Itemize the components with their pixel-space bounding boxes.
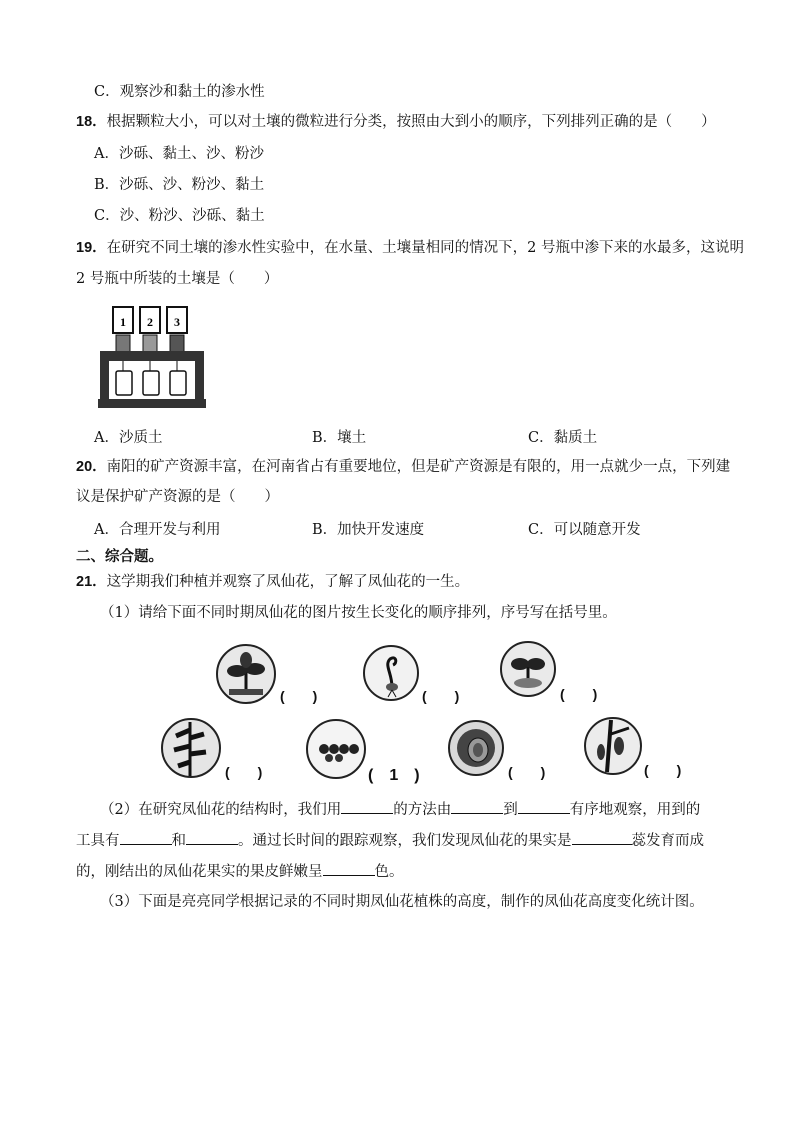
q21-part3: （3）下面是亮亮同学根据记录的不同时期凤仙花植株的高度，制作的凤仙花高度变化统计图。 — [100, 894, 704, 910]
text: 。通过长时间的跟踪观察，我们发现凤仙花的果实是 — [238, 833, 572, 849]
text: 到 — [503, 802, 518, 818]
q19-option-a: A．沙质土 — [94, 430, 163, 446]
text: 的，刚结出的凤仙花果实的果皮鲜嫩呈 — [76, 864, 323, 880]
q19-question-cont: 2 号瓶中所装的土壤是（ ） — [76, 271, 279, 287]
q18-option-c: C．沙、粉沙、沙砾、黏土 — [94, 208, 265, 224]
q18-option-a: A．沙砾、黏土、沙、粉沙 — [94, 146, 264, 162]
q20-option-a: A．合理开发与利用 — [94, 522, 221, 538]
text: 工具有 — [76, 833, 120, 849]
q19-question — [76, 238, 744, 258]
fill-blank[interactable] — [341, 799, 393, 814]
section-title: 二、综合题。 — [76, 548, 163, 565]
text: 有序地观察，用到的 — [569, 802, 701, 818]
flowering-plant-icon — [215, 643, 277, 705]
stage-answer-paren[interactable]: ( ) — [422, 688, 460, 704]
question-number: 20． — [76, 459, 107, 475]
tall-plant-icon — [160, 716, 222, 780]
question-stem: 在研究不同土壤的渗水性实验中，在水量、土壤量相同的情况下，2 号瓶中渗下来的水最多，这说明 — [106, 240, 744, 256]
q18-option-b: B．沙砾、沙、粉沙、黏土 — [94, 177, 265, 193]
text: 和 — [171, 833, 186, 849]
stage-answer-paren[interactable]: ( ) — [644, 762, 682, 778]
text: （2）在研究凤仙花的结构时，我们用 — [100, 802, 342, 818]
question-stem: 这学期我们种植并观察了凤仙花，了解了凤仙花的一生。 — [106, 574, 470, 590]
q19-option-c: C．黏质土 — [528, 430, 598, 446]
seedling-icon — [498, 640, 558, 698]
bottle-label: 2 — [147, 315, 153, 329]
fill-blank[interactable] — [572, 830, 632, 845]
fruit-icon — [447, 718, 505, 778]
q19-option-b: B．壤土 — [312, 430, 367, 446]
question-number: 19． — [76, 240, 107, 256]
q20-option-b: B．加快开发速度 — [312, 522, 425, 538]
question-number: 18． — [76, 114, 107, 130]
question-stem: 南阳的矿产资源丰富，在河南省占有重要地位，但是矿产资源是有限的，用一点就少一点，下列建 — [106, 459, 731, 475]
q21-part1: （1）请给下面不同时期凤仙花的图片按生长变化的顺序排列，序号写在括号里。 — [100, 605, 617, 621]
q20-option-c: C．可以随意开发 — [528, 522, 641, 538]
text: 的方法由 — [393, 802, 452, 818]
stem-with-pods-icon — [583, 716, 643, 776]
q21-question — [76, 572, 469, 592]
q18-question — [76, 112, 716, 132]
seeds-icon — [305, 718, 367, 780]
q17-option-c: C．观察沙和黏土的渗水性 — [94, 84, 265, 100]
fill-blank[interactable] — [323, 861, 375, 876]
bottle-label: 3 — [174, 315, 180, 329]
fill-blank[interactable] — [186, 830, 238, 845]
q21-part2-line3 — [76, 861, 404, 882]
q20-question-cont: 议是保护矿产资源的是（ ） — [76, 489, 279, 505]
q21-part2-line2 — [76, 830, 704, 851]
question-number: 21． — [76, 574, 107, 590]
fill-blank[interactable] — [518, 799, 570, 814]
text: 蕊发育而成 — [631, 833, 704, 849]
stage-answer-paren[interactable]: ( ) — [225, 764, 263, 780]
fill-blank[interactable] — [120, 830, 172, 845]
stage-answer-paren[interactable]: ( ) — [508, 764, 546, 780]
fill-blank[interactable] — [451, 799, 503, 814]
stage-answer-paren[interactable]: ( ) — [280, 688, 318, 704]
text: 色。 — [374, 864, 404, 880]
germinating-seed-icon — [362, 643, 420, 703]
stage-answer-paren[interactable]: ( ) — [560, 686, 598, 702]
q21-part2-line1 — [100, 799, 700, 820]
stage-answer-paren[interactable]: ( 1 ) — [368, 767, 420, 784]
q20-question — [76, 457, 730, 477]
bottle-label: 1 — [120, 315, 126, 329]
soil-bottle-rack-figure — [96, 305, 208, 409]
question-stem: 根据颗粒大小，可以对土壤的微粒进行分类，按照由大到小的顺序，下列排列正确的是（ ） — [106, 114, 716, 130]
